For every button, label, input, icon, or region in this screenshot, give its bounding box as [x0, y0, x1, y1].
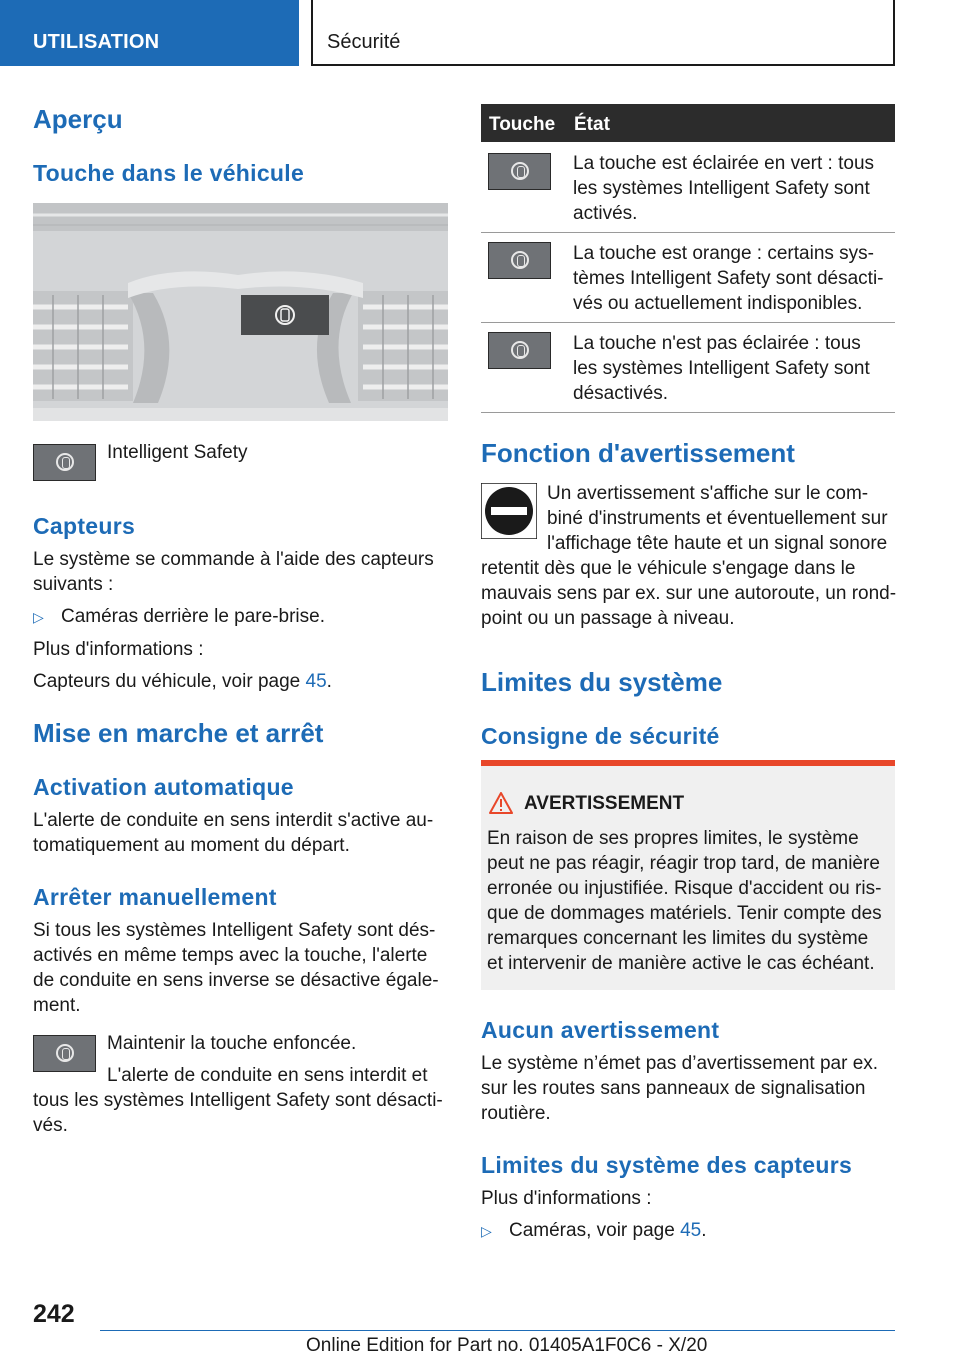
camera-reference — [509, 1218, 707, 1243]
row2-text-1: La touche est orange : certains sys- — [573, 243, 874, 264]
cam-ref-period: . — [701, 1220, 707, 1241]
auto-activation-title: Activation automatique — [33, 774, 294, 800]
car-shield-icon — [511, 341, 529, 359]
chapter-label: Sécurité — [327, 31, 401, 53]
hold-text: Maintenir la touche enfoncée. — [107, 1033, 357, 1054]
row3-text-2: les systèmes Intelligent Safety sont — [573, 358, 870, 379]
col-touche: Touche — [489, 114, 556, 135]
section-tab — [0, 0, 299, 66]
wf-text-4: retentit dès que le véhicule s'engage dans le — [481, 558, 856, 579]
warning-text-2: peut ne pas réagir, réagir trop tard, de manière — [487, 853, 880, 874]
manual-stop-title: Arrêter manuellement — [33, 884, 277, 910]
intelligent-safety-key-2 — [33, 1035, 96, 1072]
row2-text-3: vés ou actuellement indisponibles. — [573, 293, 863, 314]
section-label: UTILISATION — [33, 31, 160, 53]
row3-text-3: désactivés. — [573, 383, 669, 404]
result-text-3: vés. — [33, 1115, 68, 1136]
wf-text-1: Un avertissement s'affiche sur le com- — [547, 483, 869, 504]
sensors-reference — [33, 669, 332, 694]
row1-text-1: La touche est éclairée en vert : tous — [573, 153, 875, 174]
sensors-ref-period: . — [326, 671, 332, 692]
sensors-text-2: suivants : — [33, 574, 114, 595]
key-green-state — [488, 153, 551, 190]
camera-page-link[interactable]: 45 — [680, 1220, 702, 1241]
edition-text: Online Edition for Part no. 01405A1F0C6 - X/20 — [306, 1335, 708, 1356]
warning-text-6: et intervenir de manière active le cas échéant. — [487, 953, 875, 974]
sensors-title: Capteurs — [33, 513, 136, 539]
warning-text-3: erronée ou injustifiée. Risque d'accident ou ris- — [487, 878, 882, 899]
col-etat: État — [574, 114, 610, 135]
bullet-triangle-icon: ▷ — [33, 609, 44, 625]
warning-function-title: Fonction d'avertissement — [481, 438, 795, 468]
car-shield-icon — [56, 453, 74, 471]
wf-text-3: l'affichage tête haute et un signal sonore — [547, 533, 888, 554]
intelligent-safety-key — [33, 444, 96, 481]
more-info-label-2: Plus d'informations : — [481, 1188, 652, 1209]
row1-text-2: les systèmes Intelligent Safety sont — [573, 178, 870, 199]
warning-triangle-icon — [489, 792, 513, 814]
wf-text-6: point ou un passage à niveau. — [481, 608, 735, 629]
sensors-page-link[interactable]: 45 — [305, 671, 327, 692]
wf-text-5: mauvais sens par ex. sur une autoroute, un rond- — [481, 583, 897, 604]
button-caption: Intelligent Safety — [107, 442, 248, 463]
result-text-1: L'alerte de conduite en sens interdit et — [107, 1065, 428, 1086]
warning-text-1: En raison de ses propres limites, le système — [487, 828, 859, 849]
warning-text-4: que de dommages matériels. Tenir compte des — [487, 903, 882, 924]
dashboard-illustration — [33, 203, 448, 421]
nw-text-2: sur les routes sans panneaux de signalisation — [481, 1078, 866, 1099]
nw-text-3: routière. — [481, 1103, 551, 1124]
nw-text-1: Le système n’émet pas d’avertissement par ex. — [481, 1053, 879, 1074]
cam-ref-text: Caméras, voir page — [509, 1220, 681, 1241]
row3-text-1: La touche n'est pas éclairée : tous — [573, 333, 861, 354]
result-text-2: tous les systèmes Intelligent Safety sont désacti- — [33, 1090, 443, 1111]
manual-text-4: ment. — [33, 995, 81, 1016]
row2-text-2: tèmes Intelligent Safety sont désacti- — [573, 268, 884, 289]
wf-text-2: biné d'instruments et éventuellement sur — [547, 508, 888, 529]
safety-title: Consigne de sécurité — [481, 723, 720, 749]
status-table-header — [481, 104, 895, 142]
sensors-bullet: Caméras derrière le pare-brise. — [61, 606, 325, 627]
warning-text-5: remarques concernant les limites du système — [487, 928, 869, 949]
manual-text-2: activés en même temps avec la touche, l'alerte — [33, 945, 428, 966]
footer-rule — [100, 1330, 895, 1331]
auto-text-1: L'alerte de conduite en sens interdit s'active au- — [33, 810, 434, 831]
more-info-label: Plus d'informations : — [33, 639, 204, 660]
warning-box — [481, 760, 895, 990]
key-orange-state — [488, 242, 551, 279]
chapter-tab — [311, 0, 895, 66]
sensors-ref-text: Capteurs du véhicule, voir page — [33, 671, 306, 692]
manual-text-3: de conduite en sens inverse se désactive égale- — [33, 970, 439, 991]
auto-text-2: tomatiquement au moment du départ. — [33, 835, 350, 856]
no-entry-icon — [481, 483, 537, 539]
car-shield-icon — [511, 162, 529, 180]
key-off-state — [488, 332, 551, 369]
no-warning-title: Aucun avertissement — [481, 1017, 720, 1043]
table-divider — [481, 232, 895, 233]
bullet-triangle-icon: ▷ — [481, 1223, 492, 1239]
limits-title: Limites du système — [481, 667, 723, 697]
row1-text-3: activés. — [573, 203, 638, 224]
table-divider — [481, 412, 895, 413]
car-shield-icon — [56, 1044, 74, 1062]
vehicle-button-title: Touche dans le véhicule — [33, 160, 305, 186]
car-shield-icon — [511, 251, 529, 269]
onoff-title: Mise en marche et arrêt — [33, 718, 324, 748]
sensor-limits-title: Limites du système des capteurs — [481, 1152, 853, 1178]
sensors-text-1: Le système se commande à l'aide des capteurs — [33, 549, 434, 570]
page-number: 242 — [33, 1300, 75, 1328]
table-divider — [481, 322, 895, 323]
warning-label: AVERTISSEMENT — [524, 793, 685, 814]
manual-text-1: Si tous les systèmes Intelligent Safety sont dés- — [33, 920, 436, 941]
overview-title: Aperçu — [33, 104, 123, 134]
